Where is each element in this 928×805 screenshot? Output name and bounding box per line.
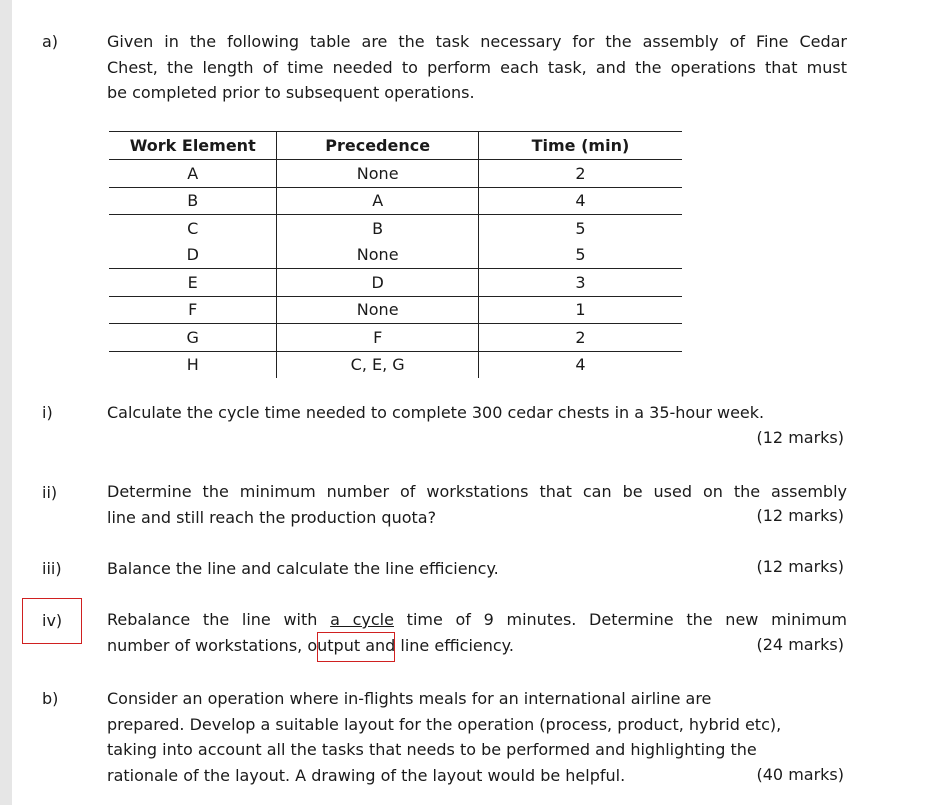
cell-time: 5 [575,218,586,238]
sub-i-text [107,400,847,426]
sub-ii-line-2: line and still reach the production quota? [107,507,437,527]
question-b-line-3: taking into account all the tasks that needs to be performed and highlighting the [107,740,757,759]
question-a-text [107,29,847,106]
sub-iv-line-2-part-b: output [307,635,361,655]
table-row [109,242,682,269]
cell-precedence: A [277,187,478,215]
cell-element: H [109,351,277,378]
cell-precedence: None [277,296,478,324]
sub-iii-label: iii) [42,559,62,578]
highlight-box-output [317,632,395,662]
cell-precedence: F [277,324,478,352]
cell-element: D [109,242,277,269]
table-row [109,324,682,352]
cell-precedence: None [277,160,478,188]
sub-ii-text [107,479,847,530]
cell-time: 4 [575,355,586,375]
question-a-line-1: Given in the following table are the task necessary for the assembly of Fine Cedar [107,32,847,51]
sub-iv-line-2-part-a: number of workstations, [107,635,308,655]
sub-iv-line-2-part-c: and line efficiency. [360,635,514,655]
sub-iii-line-1: Balance the line and calculate the line efficiency. [107,559,499,578]
cell-precedence: B [277,215,478,242]
question-b-marks: (40 marks) [756,765,844,784]
table-row [109,215,682,242]
question-b-line-2: prepared. Develop a suitable layout for the operation (process, product, hybrid etc), [107,714,782,734]
header-precedence: Precedence [277,132,478,160]
cell-time: 4 [575,191,586,211]
cell-element: B [109,187,277,215]
cell-time: 3 [575,272,586,292]
sub-iv-line-1-part-a: Rebalance the line with [107,610,331,629]
cell-time: 5 [575,245,586,265]
sub-ii-label: ii) [42,483,58,502]
sub-iv-label: iv) [42,611,63,630]
cell-element: F [109,296,277,324]
question-a-label: a) [42,32,59,51]
question-b-line-4: rationale of the layout. A drawing of the layout would be helpful. [107,765,626,785]
sub-iii-marks: (12 marks) [756,557,844,576]
document-page [12,0,928,805]
sub-i-label: i) [42,403,53,422]
question-a-line-2: Chest, the length of time needed to perform each task, and the operations that must [107,57,847,77]
table-row [109,269,682,297]
sub-iv-line-1-part-b: a cycle [330,610,394,629]
table-row [109,160,682,188]
sub-iv-line-1 [107,607,847,633]
header-work-element: Work Element [109,132,277,160]
cell-precedence: C, E, G [277,351,478,378]
table-row [109,351,682,378]
cell-element: G [109,324,277,352]
table-row [109,187,682,215]
cell-time: 1 [575,300,586,320]
cell-time: 2 [575,163,586,183]
sub-iv-line-2 [107,633,847,659]
cell-precedence: None [277,242,478,269]
question-b-label: b) [42,689,59,708]
sub-iii-text [107,556,847,582]
table-header-row [109,132,682,160]
question-a-line-3: be completed prior to subsequent operations. [107,83,475,102]
sub-i-line-1: Calculate the cycle time needed to complete 300 cedar chests in a 35-hour week. [107,403,765,422]
cell-element: C [109,215,277,242]
cell-time: 2 [575,327,586,347]
question-b-line-1: Consider an operation where in-flights meals for an international airline are [107,689,712,708]
sub-iv-marks: (24 marks) [756,635,844,654]
sub-i-marks: (12 marks) [756,428,844,447]
sub-ii-line-1: Determine the minimum number of workstations that can be used on the assembly [107,482,847,501]
header-time: Time (min) [531,136,630,155]
cell-element: E [109,269,277,297]
sub-ii-marks: (12 marks) [756,506,844,525]
sub-iv-text [107,607,847,658]
sub-iv-line-1-part-c: time of 9 minutes. Determine the new minimum [393,610,848,629]
question-b-text [107,686,847,788]
cell-element: A [109,160,277,188]
work-element-table [109,131,682,378]
table-row [109,296,682,324]
cell-precedence: D [277,269,478,297]
